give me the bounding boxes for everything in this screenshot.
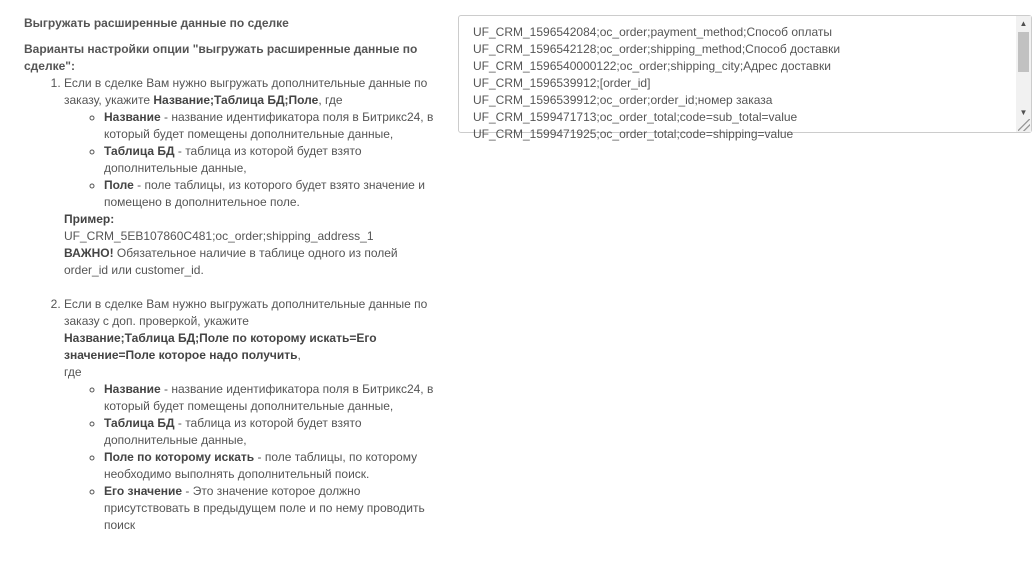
option-2-where: где	[64, 365, 82, 379]
bullet-term: Поле по которому искать	[104, 450, 255, 464]
list-item	[104, 143, 434, 177]
bullet-term: Поле	[104, 178, 134, 192]
textarea-value[interactable]: UF_CRM_1596542084;oc_order;payment_method;Способ оплаты UF_CRM_1596542128;oc_order;shipping_method;Способ доставки UF_CRM_1596540000122;oc_order;shipping_city;Адрес доставки UF_CRM_1596539912;[order_id] UF_CRM_1596539912;oc_order;order_id;номер заказа UF_CRM_1599471713;oc_order_total;code=sub_total=value UF_CRM_1599471925;oc_order_total;code=shipping=value	[473, 25, 841, 141]
option-2-text: Если в сделке Вам нужно выгружать дополнительные данные по заказу с доп. проверкой, укажите	[64, 297, 428, 328]
option-2-suffix: ,	[297, 348, 301, 362]
option-item-2	[64, 296, 434, 534]
option-2-format: Название;Таблица БД;Поле по которому искать=Его значение=Поле которое надо получить	[64, 331, 377, 362]
list-item	[104, 109, 434, 143]
example-value: UF_CRM_5EB107860C481;oc_order;shipping_address_1	[64, 229, 374, 243]
bullet-term: Название	[104, 110, 161, 124]
settings-description	[24, 10, 434, 534]
resize-grip-icon[interactable]	[1018, 119, 1030, 131]
bullet-term: Таблица БД	[104, 416, 175, 430]
option-2-bullets	[64, 381, 434, 534]
option-1-format: Название;Таблица БД;Поле	[153, 93, 319, 107]
bullet-term: Название	[104, 382, 161, 396]
list-item	[104, 177, 434, 211]
bullet-desc: - поле таблицы, из которого будет взято значение и помещено в дополнительное поле.	[104, 178, 425, 209]
bullet-desc: - поле таблицы, по которому необходимо выполнять дополнительный поиск.	[104, 450, 418, 481]
option-1-text: Если в сделке Вам нужно выгружать дополнительные данные по заказу, укажите	[64, 76, 428, 107]
field-title: Выгружать расширенные данные по сделке	[24, 16, 289, 30]
bullet-desc: - таблица из которой будет взято дополнительные данные,	[104, 144, 362, 175]
bullet-desc: - название идентификатора поля в Битрикс24, в который будет помещены дополнительные данные,	[104, 382, 434, 413]
triangle-up-icon[interactable]: ▲	[1019, 19, 1028, 28]
bullet-term: Его значение	[104, 484, 183, 498]
list-item	[104, 483, 434, 534]
triangle-down-icon[interactable]: ▼	[1019, 108, 1028, 117]
list-item	[104, 381, 434, 415]
important-text: Обязательное наличие в таблице одного из полей order_id или customer_id.	[64, 246, 398, 277]
example-label: Пример:	[64, 212, 115, 226]
list-item	[104, 449, 434, 483]
extended-data-textarea[interactable]	[458, 15, 1032, 141]
scrollbar-thumb[interactable]	[1018, 32, 1029, 72]
list-item	[104, 415, 434, 449]
bullet-term: Таблица БД	[104, 144, 175, 158]
important-label: ВАЖНО!	[64, 246, 114, 260]
options-intro: Варианты настройки опции "выгружать расширенные данные по сделке":	[24, 42, 418, 73]
bullet-desc: - таблица из которой будет взято дополнительные данные,	[104, 416, 362, 447]
option-1-bullets	[64, 109, 434, 211]
bullet-desc: - Это значение которое должно присутствовать в предыдущем поле и по нему проводить поиск	[104, 484, 425, 532]
options-list	[24, 75, 434, 534]
bullet-desc: - название идентификатора поля в Битрикс24, в который будет помещены дополнительные данные,	[104, 110, 434, 141]
option-1-suffix: , где	[318, 93, 343, 107]
option-item-1	[64, 75, 434, 296]
important-note	[64, 245, 434, 279]
textarea-scrollbar[interactable]	[1016, 16, 1031, 132]
